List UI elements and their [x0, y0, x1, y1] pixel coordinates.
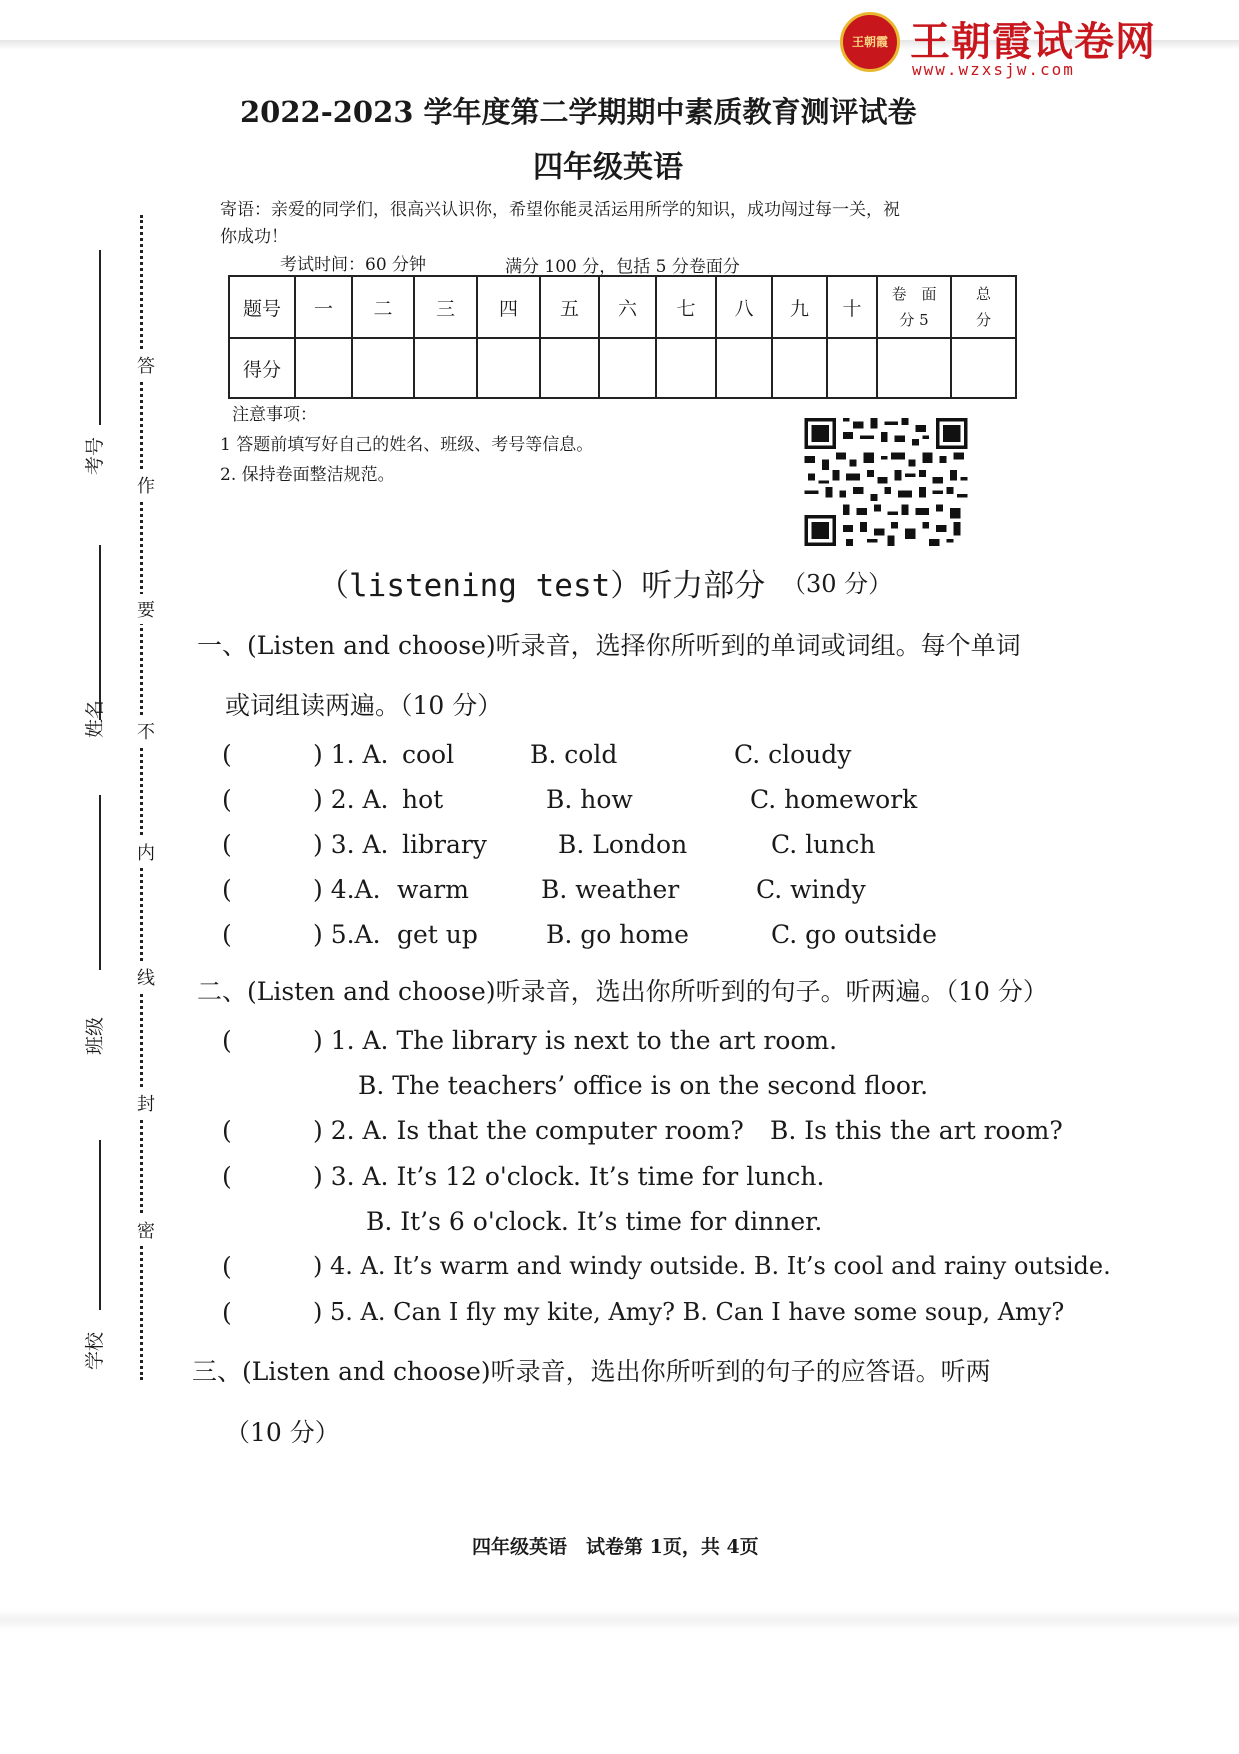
score-table-col-3: 三 [414, 276, 477, 338]
item-number: ) 1. A. [313, 740, 389, 769]
item-number: ) 5.A. [313, 920, 381, 949]
score-table-col-5: 五 [540, 276, 599, 338]
exam-number-label: 考号 [84, 436, 106, 475]
binding-char: 答 [137, 350, 155, 380]
section2-q4: ) 4. A. It’s warm and windy outside. B. It’s cool and rainy outside. [313, 1252, 1111, 1280]
section3-score: （10 分） [225, 1418, 340, 1447]
watermark-seal-icon: 王朝霞 [840, 12, 900, 72]
option-c: C. lunch [771, 830, 876, 859]
item-number: ) 4.A. [313, 875, 381, 904]
exam-number-line[interactable] [99, 250, 101, 425]
binding-char: 要 [137, 594, 155, 624]
qr-code-icon[interactable] [792, 418, 980, 546]
option-a: hot [402, 785, 444, 814]
binding-char: 封 [137, 1088, 155, 1118]
school-label: 学校 [84, 1331, 106, 1370]
option-a: get up [397, 920, 478, 949]
notes-title: 注意事项： [232, 405, 317, 425]
watermark-logo [840, 10, 1160, 80]
score-cell[interactable] [414, 338, 477, 398]
option-c: C. homework [750, 785, 918, 814]
score-cell[interactable] [951, 338, 1016, 398]
section2-q2-a: ) 2. A. Is that the computer room? [313, 1116, 744, 1145]
answer-paren[interactable]: ( [222, 1026, 232, 1055]
section2-q5: ) 5. A. Can I fly my kite, Amy? B. Can I have some soup, Amy? [313, 1298, 1065, 1326]
option-c: C. cloudy [734, 740, 852, 769]
score-table [228, 275, 1017, 399]
score-table-col-8: 八 [716, 276, 772, 338]
page-footer: 四年级英语 试卷第 1页，共 4页 [472, 1536, 759, 1558]
option-b: B. cold [530, 740, 618, 769]
section1-heading-line1: 一、(Listen and choose)听录音，选择你所听到的单词或词组。每个单词 [197, 631, 1021, 660]
section2-heading: 二、(Listen and choose)听录音，选出你所听到的句子。听两遍。（10 分） [197, 977, 1048, 1006]
scan-edge [0, 1610, 1239, 1630]
name-line[interactable] [99, 545, 101, 720]
answer-paren[interactable]: ( [222, 920, 232, 949]
binding-char: 密 [137, 1215, 155, 1245]
listening-score: （30 分） [782, 570, 893, 598]
watermark-title: 王朝霞试卷网 [910, 19, 1156, 65]
binding-char: 作 [137, 470, 155, 500]
greeting-line-2: 你成功！ [220, 227, 288, 247]
score-table-col-7: 七 [656, 276, 716, 338]
exam-title: 2022-2023 学年度第二学期期中素质教育测评试卷 [240, 95, 917, 129]
school-line[interactable] [99, 1140, 101, 1310]
answer-paren[interactable]: ( [222, 830, 232, 859]
name-label: 姓名 [84, 699, 106, 738]
section3-heading: 三、(Listen and choose)听录音，选出你所听到的句子的应答语。听两 [192, 1357, 991, 1386]
answer-paren[interactable]: ( [222, 1116, 232, 1145]
neatness-label-2: 分 5 [899, 311, 929, 329]
total-label-1: 总 [975, 285, 991, 303]
exam-subtitle: 四年级英语 [533, 150, 683, 185]
listening-heading: （listening test）听力部分 [318, 568, 766, 604]
notes-item-2: 2. 保持卷面整洁规范。 [220, 465, 395, 485]
score-table-score-row [229, 338, 1016, 398]
score-table-label-question: 题号 [229, 276, 295, 338]
exam-time: 考试时间：60 分钟 [280, 255, 427, 275]
score-table-col-9: 九 [772, 276, 827, 338]
option-c: C. windy [756, 875, 866, 904]
score-cell[interactable] [772, 338, 827, 398]
score-table-col-neatness [877, 276, 951, 338]
score-table-col-6: 六 [599, 276, 656, 338]
score-table-col-1: 一 [295, 276, 352, 338]
total-label-2: 分 [975, 311, 991, 329]
score-cell[interactable] [877, 338, 951, 398]
section2-q1-b: B. The teachers’ office is on the second floor. [358, 1071, 929, 1100]
score-cell[interactable] [477, 338, 540, 398]
answer-paren[interactable]: ( [222, 740, 232, 769]
option-a: library [402, 830, 487, 859]
binding-char: 内 [137, 837, 155, 867]
option-a: warm [397, 875, 469, 904]
score-cell[interactable] [656, 338, 716, 398]
score-cell[interactable] [352, 338, 414, 398]
option-b: B. London [558, 830, 688, 859]
score-table-header-row [229, 276, 1016, 338]
binding-char: 线 [137, 962, 155, 992]
score-table-col-2: 二 [352, 276, 414, 338]
score-table-col-4: 四 [477, 276, 540, 338]
option-c: C. go outside [771, 920, 937, 949]
neatness-label-1: 卷 面 [891, 285, 937, 303]
option-b: B. go home [546, 920, 689, 949]
answer-paren[interactable]: ( [222, 785, 232, 814]
section2-q2-b: B. Is this the art room? [770, 1116, 1063, 1145]
score-cell[interactable] [295, 338, 352, 398]
score-table-col-10: 十 [827, 276, 877, 338]
binding-char: 不 [137, 716, 155, 746]
section2-q3-a: ) 3. A. It’s 12 o'clock. It’s time for lunch. [313, 1162, 825, 1191]
binding-dotted-line [140, 215, 143, 1380]
score-cell[interactable] [599, 338, 656, 398]
option-b: B. weather [541, 875, 680, 904]
score-cell[interactable] [540, 338, 599, 398]
section1-heading-line2: 或词组读两遍。（10 分） [225, 691, 503, 720]
score-cell[interactable] [716, 338, 772, 398]
option-a: cool [402, 740, 455, 769]
greeting-line-1: 寄语：亲爱的同学们，很高兴认识你，希望你能灵活运用所学的知识，成功闯过每一关，祝 [220, 200, 900, 220]
section2-q3-b: B. It’s 6 o'clock. It’s time for dinner. [366, 1207, 823, 1236]
exam-full-score: 满分 100 分，包括 5 分卷面分 [505, 257, 740, 277]
answer-paren[interactable]: ( [222, 1252, 232, 1281]
score-table-col-total [951, 276, 1016, 338]
item-number: ) 3. A. [313, 830, 389, 859]
section2-q1-a: ) 1. A. The library is next to the art room. [313, 1026, 838, 1055]
class-label: 班级 [84, 1016, 106, 1055]
notes-item-1: 1 答题前填写好自己的姓名、班级、考号等信息。 [220, 435, 594, 455]
answer-paren[interactable]: ( [222, 1162, 232, 1191]
score-table-label-score: 得分 [229, 338, 295, 398]
class-line[interactable] [99, 795, 101, 970]
answer-paren[interactable]: ( [222, 1298, 232, 1327]
watermark-url: www.wzxsjw.com [912, 60, 1075, 79]
score-cell[interactable] [827, 338, 877, 398]
item-number: ) 2. A. [313, 785, 389, 814]
answer-paren[interactable]: ( [222, 875, 232, 904]
option-b: B. how [546, 785, 633, 814]
